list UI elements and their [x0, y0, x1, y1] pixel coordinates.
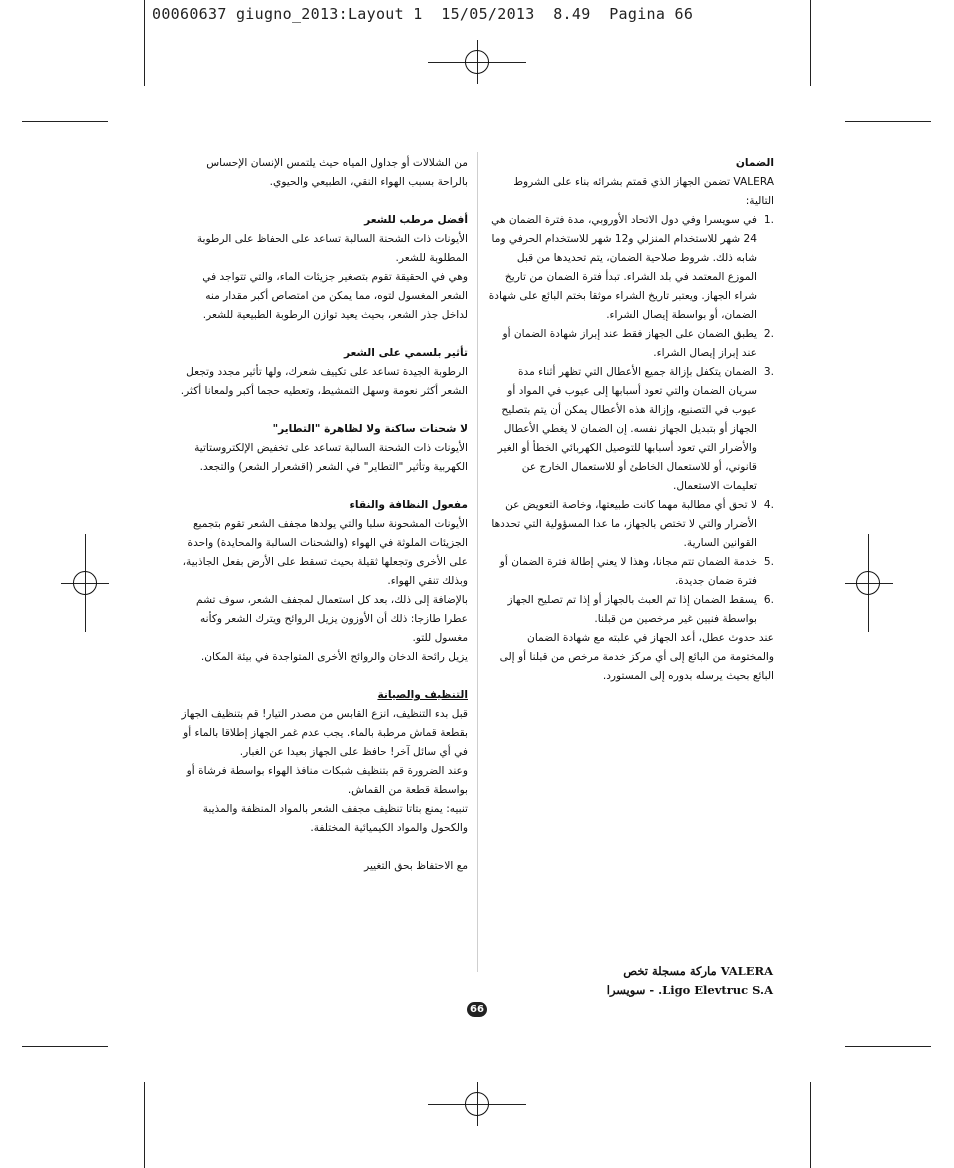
warranty-item-number: .2 [763, 328, 774, 340]
section-paragraph: وعند الضرورة قم بتنظيف شبكات منافذ الهواء بواسطة فرشاة أو بواسطة قطعة من القماش. [186, 765, 468, 796]
warranty-item-text: خدمة الضمان تتم مجانا، وهذا لا يعني إطالة فترة الضمان أو فترة ضمان جديدة. [499, 556, 757, 587]
warranty-item-1 [486, 211, 774, 325]
section-paragraph: الرطوبة الجيدة تساعد على تكييف شعرك، ولها تأثير مجدد وتجعل الشعر أكثر نعومة وسهل التمشيط، وتعطيه حجما أكبر ولمعانا أكثر. [180, 366, 468, 397]
crop-mark-bottom-left-h [22, 1046, 108, 1047]
registration-left-circle [73, 571, 97, 595]
section-paragraph: الأيونات المشحونة سلبا والتي يولدها مجفف الشعر تقوم بتجميع الجزيئات الملوثة في الهواء (والشحنات السالبة والمحايدة) واحدة على الأخرى وتجعلها ثقيلة بحيث تسقط على الأرض بفعل الجاذبية، وبذلك تنقي الهواء. [182, 518, 468, 587]
warranty-item-text: يطبق الضمان على الجهاز فقط عند إبراز شهادة الضمان أو عند إبراز إيصال الشراء. [502, 328, 757, 359]
crop-mark-bottom-right-h [845, 1046, 931, 1047]
section-paragraph: تنبيه: يمنع بتاتا تنظيف مجفف الشعر بالمواد المنظفة والمذيبة والكحول والمواد الكيميائية المختلفة. [202, 803, 468, 834]
warranty-intro: VALERA تضمن الجهاز الذي قمتم بشرائه بناء على الشروط التالية: [513, 176, 774, 207]
warranty-item-text: لا تحق أي مطالبة مهما كانت طبيعتها، وخاصة التعويض عن الأضرار والتي لا تختص بالجهاز، ما عدا المسؤولية التي تحددها القوانين السارية. [491, 499, 757, 549]
warranty-closing: عند حدوث عطل، أعد الجهاز في علبته مع شهادة الضمان والمختومة من البائع إلى أي مركز خدمة مرخص من قبلنا أو إلى البائع بحيث يرسله بدوره إلى المستورد. [499, 632, 774, 682]
registration-right-circle [856, 571, 880, 595]
brand-footer [607, 962, 773, 1000]
features-footnote: مع الاحتفاظ بحق التغيير [364, 860, 468, 872]
section-paragraph: بالإضافة إلى ذلك، بعد كل استعمال لمجفف الشعر، سوف تشم عطرا طازجا: ذلك أن الأوزون يزيل الروائح ويترك الشعر وكأنه مغسول للتو. [196, 594, 468, 644]
section-heading: مفعول النظافة والنقاء [349, 499, 468, 511]
warranty-item-4 [486, 496, 774, 553]
warranty-item-5 [486, 553, 774, 591]
warranty-item-number: .3 [763, 366, 774, 378]
page-number: 66 [467, 1002, 487, 1017]
section-paragraph: يزيل رائحة الدخان والروائح الأخرى المتواجدة في بيئة المكان. [200, 651, 468, 663]
warranty-item-text: الضمان يتكفل بإزالة جميع الأعطال التي تظهر أثناء مدة سريان الضمان والتي تعود أسبابها إلى عيوب في المواد أو عيوب في التصنيع، وإزالة هذه الأعطال يمكن أن يتم بتصليح الجهاز أو بتبديل الجهاز نفسه. إن الضمان لا يغطي الأعطال والأضرار التي تعود أسبابها للتوصيل الكهربائي الخطأ أو الغير قانوني، أو للاستعمال الخاطئ أو للاستعمال الخارج عن تعليمات الاستعمال. [497, 366, 757, 492]
section-paragraph: الأيونات ذات الشحنة السالبة تساعد على تخفيض الإلكتروستاتية الكهربية وتأثير "التطاير" في الشعر (اقشعرار الشعر) والتجعد. [194, 442, 468, 473]
crop-mark-top-left-v [144, 0, 145, 86]
column-divider [477, 152, 478, 972]
warranty-title: الضمان [735, 157, 774, 169]
section-paragraph: الأيونات ذات الشحنة السالبة تساعد على الحفاظ على الرطوبة المطلوبة للشعر. [196, 233, 468, 264]
section-heading: تأثير بلسمي على الشعر [343, 347, 468, 359]
features-column [180, 154, 468, 876]
brand-line-2: Ligo Elevtruc S.A. - سويسرا [606, 983, 773, 997]
crop-mark-top-left-h [22, 121, 108, 122]
warranty-item-number: .4 [763, 499, 774, 511]
section-heading: التنظيف والصيانة [377, 689, 468, 701]
section-heading: لا شحنات ساكنة ولا لظاهرة "التطاير" [272, 423, 468, 435]
crop-mark-bottom-left-v [144, 1082, 145, 1168]
warranty-item-2 [486, 325, 774, 363]
brand-line-1: VALERA ماركة مسجلة تخص [623, 964, 773, 978]
section-heading: أفضل مرطب للشعر [364, 214, 468, 226]
registration-bottom-circle [465, 1092, 489, 1116]
features-intro: من الشلالات أو جداول المياه حيث يلتمس الإنسان الإحساس بالراحة بسبب الهواء النقي، الطبيعي والحيوي. [206, 157, 468, 188]
warranty-item-number: .1 [763, 214, 774, 226]
print-slug: 00060637 giugno_2013:Layout 1 15/05/2013 8.49 Pagina 66 [152, 5, 694, 23]
section-paragraph: قبل بدء التنظيف، انزع القابس من مصدر التيار! قم بتنظيف الجهاز بقطعة قماش مرطبة بالماء. يجب عدم غمر الجهاز إطلاقا بالماء أو في أي سائل آخر! حافظ على الجهاز بعيدا عن الغبار. [181, 708, 468, 758]
crop-mark-top-right-h [845, 121, 931, 122]
crop-mark-bottom-right-v [810, 1082, 811, 1168]
crop-mark-top-right-v [810, 0, 811, 86]
warranty-item-text: يسقط الضمان إذا تم العبث بالجهاز أو إذا تم تصليح الجهاز بواسطة فنيين غير مرخصين من قبلنا. [507, 594, 757, 625]
warranty-item-text: في سويسرا وفي دول الاتحاد الأوروبي، مدة فترة الضمان هي 24 شهر للاستخدام المنزلي و12 شهر للاستخدام الحرفي وما شابه ذلك. شروط صلاحية الضمان، يتم تحديدها من قبل الموزع المعتمد في بلد الشراء. تبدأ فترة الضمان من تاريخ شراء الجهاز. ويعتبر تاريخ الشراء موثقا بختم البائع على شهادة الضمان، أو بواسطة إيصال الشراء. [488, 214, 757, 321]
warranty-item-number: .6 [763, 594, 774, 606]
warranty-column [486, 154, 774, 686]
warranty-item-6 [486, 591, 774, 629]
registration-top-circle [465, 50, 489, 74]
section-paragraph: وهي في الحقيقة تقوم بتصغير جزيئات الماء، والتي تتواجد في الشعر المغسول لتوه، مما يمكن من امتصاص أكبر مقدار منه لداخل جذر الشعر، بحيث يعيد توازن الرطوبة الطبيعية للشعر. [202, 271, 468, 321]
warranty-item-number: .5 [763, 556, 774, 568]
warranty-item-3 [486, 363, 774, 496]
